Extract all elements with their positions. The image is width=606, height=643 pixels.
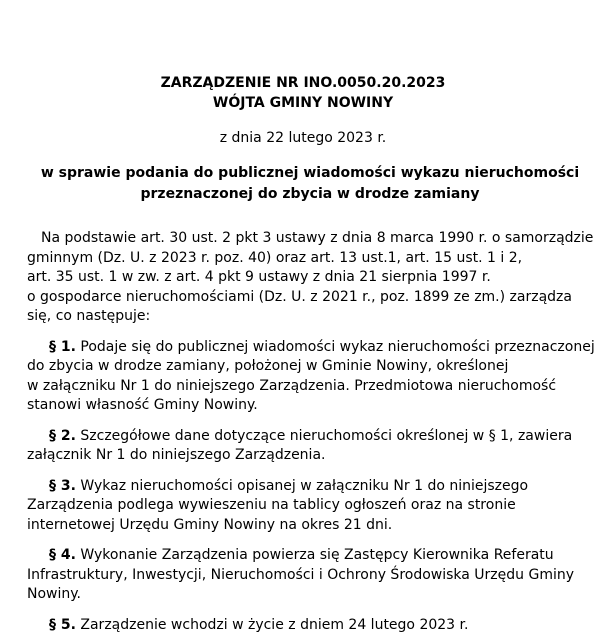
section-2-line: załącznik Nr 1 do niniejszego Zarządzenia. <box>27 447 326 463</box>
document-title <box>0 73 606 113</box>
preamble-line: gminnym (Dz. U. z 2023 r. poz. 40) oraz art. 13 ust.1, art. 15 ust. 1 i 2, <box>27 249 523 266</box>
title-line-1: ZARZĄDZENIE NR INO.0050.20.2023 <box>160 75 446 91</box>
section-4-line: Infrastruktury, Inwestycji, Nieruchomości i Ochrony Środowiska Urzędu Gminy <box>27 566 575 583</box>
section-1-line: w załączniku Nr 1 do niniejszego Zarządzenia. Przedmiotowa nieruchomość <box>27 377 557 394</box>
section-4-line: Nowiny. <box>27 586 81 602</box>
section-2-line: Szczegółowe dane dotyczące nieruchomości określonej w § 1, zawiera <box>80 427 573 444</box>
section-2-paragraph <box>27 427 597 466</box>
section-4-line: Wykonanie Zarządzenia powierza się Zastępcy Kierownika Referatu <box>80 547 554 563</box>
document-body <box>27 229 597 635</box>
preamble-line: o gospodarce nieruchomościami (Dz. U. z 2021 r., poz. 1899 ze zm.) zarządza <box>27 288 572 305</box>
section-5-mark: § 5. <box>49 616 76 633</box>
section-1-mark: § 1. <box>49 338 76 355</box>
document-subject <box>30 163 590 205</box>
subject-line-2: przeznaczonej do zbycia w drodze zamiany <box>140 186 480 202</box>
title-line-2: WÓJTA GMINY NOWINY <box>212 95 394 111</box>
preamble-line: art. 35 ust. 1 w zw. z art. 4 pkt 9 ustawy z dnia 21 sierpnia 1997 r. <box>27 269 491 285</box>
section-1-paragraph <box>27 338 597 416</box>
section-1-line: Podaje się do publicznej wiadomości wykaz nieruchomości przeznaczonej <box>80 338 595 355</box>
section-3-line: Zarządzenia podlega wywieszeniu na tablicy ogłoszeń oraz na stronie <box>27 497 516 513</box>
preamble-paragraph <box>27 229 597 327</box>
section-3-paragraph <box>27 477 597 536</box>
preamble-line: Na podstawie art. 30 ust. 2 pkt 3 ustawy z dnia 8 marca 1990 r. o samorządzie <box>41 230 594 246</box>
section-4-mark: § 4. <box>49 547 76 563</box>
section-1-line: stanowi własność Gminy Nowiny. <box>27 397 258 413</box>
section-4-paragraph <box>27 546 597 605</box>
section-3-line: internetowej Urzędu Gminy Nowiny na okres 21 dni. <box>27 516 393 533</box>
section-5-line: Zarządzenie wchodzi w życie z dniem 24 lutego 2023 r. <box>80 616 469 633</box>
section-2-mark: § 2. <box>49 427 76 444</box>
document-date: z dnia 22 lutego 2023 r. <box>219 130 387 146</box>
section-3-mark: § 3. <box>49 477 76 494</box>
subject-line-1: w sprawie podania do publicznej wiadomości wykazu nieruchomości <box>40 165 580 181</box>
section-3-line: Wykaz nieruchomości opisanej w załączniku Nr 1 do niniejszego <box>80 477 529 494</box>
section-5-paragraph <box>27 616 597 636</box>
preamble-line: się, co następuje: <box>27 308 151 324</box>
section-1-line: do zbycia w drodze zamiany, położonej w Gminie Nowiny, określonej <box>27 358 509 374</box>
